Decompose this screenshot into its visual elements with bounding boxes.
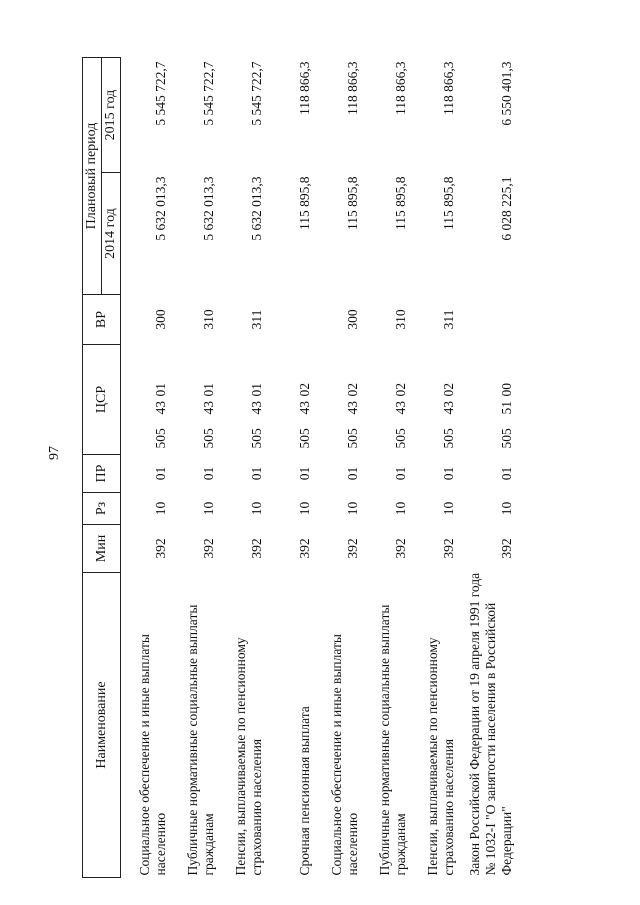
row-name: Социальное обеспечение и иные выплаты населению <box>136 634 168 876</box>
row-pr: 01 <box>248 466 264 481</box>
row-2015-value: 5 545 722,7 <box>152 61 168 126</box>
row-rz: 10 <box>296 501 312 516</box>
header-pr: ПР <box>83 455 121 493</box>
row-csr-a-part: 505 <box>344 428 360 449</box>
row-2015-value: 118 866,3 <box>440 61 456 115</box>
row-name: Пенсии, выплачиваемые по пенсионному страхованию населения <box>232 637 264 876</box>
table-body <box>121 57 515 877</box>
row-2015-value: 118 866,3 <box>392 61 408 115</box>
header-year-2014: 2014 год <box>102 173 121 295</box>
row-csr-b-part: 43 <box>392 401 408 415</box>
header-year-2015: 2015 год <box>102 57 121 172</box>
row-csr-a-part: 505 <box>248 428 264 449</box>
row-csr-c-part: 02 <box>392 383 408 397</box>
row-csr <box>169 345 217 455</box>
row-csr-c-part: 00 <box>498 383 514 397</box>
row-min: 392 <box>248 538 264 559</box>
row-vr: 300 <box>152 309 168 330</box>
row-csr-a-part: 505 <box>392 428 408 449</box>
row-vr: 300 <box>344 309 360 330</box>
row-rz: 10 <box>152 501 168 516</box>
header-csr: ЦСР <box>83 345 121 455</box>
row-csr-c-part: 01 <box>248 383 264 397</box>
header-rz: Рз <box>83 493 121 525</box>
table-row <box>361 57 409 877</box>
row-vr: 310 <box>200 309 216 330</box>
row-csr-b-part: 43 <box>440 401 456 415</box>
row-csr <box>313 345 361 455</box>
row-pr: 01 <box>200 466 216 481</box>
row-pr: 01 <box>498 466 514 481</box>
table-row <box>169 57 217 877</box>
row-2014-value: 5 632 013,3 <box>200 176 216 241</box>
row-name: Публичные нормативные социальные выплаты гражданам <box>376 604 408 876</box>
row-vr: 310 <box>392 309 408 330</box>
row-csr-a-part: 505 <box>440 428 456 449</box>
row-csr-a-part: 505 <box>200 428 216 449</box>
row-2014-value: 6 028 225,1 <box>498 176 514 241</box>
row-pr: 01 <box>344 466 360 481</box>
row-min: 392 <box>498 538 514 559</box>
row-csr <box>361 345 409 455</box>
row-csr-b-part: 43 <box>248 401 264 415</box>
row-2015-value: 118 866,3 <box>296 61 312 115</box>
row-2014-value: 5 632 013,3 <box>152 176 168 241</box>
page-number: 97 <box>47 446 62 460</box>
row-csr <box>121 345 169 455</box>
row-csr <box>217 345 265 455</box>
table-row <box>409 57 457 877</box>
row-csr-c-part: 01 <box>152 383 168 397</box>
table-row <box>121 57 169 877</box>
row-rz: 10 <box>200 501 216 516</box>
row-csr-b-part: 43 <box>296 401 312 415</box>
row-2015-value: 118 866,3 <box>344 61 360 115</box>
budget-table-sheet <box>82 58 582 878</box>
row-2015-value: 5 545 722,7 <box>248 61 264 126</box>
row-name: Закон Российской Федерации от 19 апреля 1991 года № 1032-I "О занятости населения в Российской Федерации" <box>466 572 514 876</box>
row-csr <box>265 345 313 455</box>
header-planned-period: Плановый период <box>83 57 102 294</box>
table-header <box>83 57 121 877</box>
row-vr <box>265 295 313 345</box>
row-2014-value: 115 895,8 <box>392 176 408 230</box>
row-min: 392 <box>344 538 360 559</box>
row-rz: 10 <box>440 501 456 516</box>
row-2015-value: 5 545 722,7 <box>200 61 216 126</box>
row-csr-a-part: 505 <box>152 428 168 449</box>
row-vr: 311 <box>440 309 456 330</box>
header-name: Наименование <box>83 573 121 878</box>
row-min: 392 <box>392 538 408 559</box>
row-vr: 311 <box>248 309 264 330</box>
row-2014-value: 115 895,8 <box>296 176 312 230</box>
table-row <box>217 57 265 877</box>
row-csr-c-part: 02 <box>296 383 312 397</box>
row-2014-value: 115 895,8 <box>344 176 360 230</box>
row-min: 392 <box>296 538 312 559</box>
row-vr <box>457 295 515 345</box>
row-2014-value: 5 632 013,3 <box>248 176 264 241</box>
row-rz: 10 <box>248 501 264 516</box>
row-csr-a-part: 505 <box>498 428 514 449</box>
row-csr-c-part: 01 <box>200 383 216 397</box>
row-csr-b-part: 43 <box>344 401 360 415</box>
row-csr-b-part: 43 <box>200 401 216 415</box>
row-min: 392 <box>200 538 216 559</box>
table-row <box>457 57 515 877</box>
row-csr <box>457 345 515 455</box>
row-name: Пенсии, выплачиваемые по пенсионному страхованию населения <box>424 637 456 876</box>
row-2014-value: 115 895,8 <box>440 176 456 230</box>
row-csr-a-part: 505 <box>296 428 312 449</box>
row-name: Срочная пенсионная выплата <box>296 706 312 876</box>
row-csr-b-part: 43 <box>152 401 168 415</box>
row-csr-b-part: 51 <box>498 401 514 415</box>
header-min: Мин <box>83 525 121 573</box>
table-row <box>313 57 361 877</box>
row-rz: 10 <box>344 501 360 516</box>
row-name: Публичные нормативные социальные выплаты гражданам <box>184 604 216 876</box>
row-rz: 10 <box>498 501 514 516</box>
row-pr: 01 <box>152 466 168 481</box>
row-pr: 01 <box>440 466 456 481</box>
row-rz: 10 <box>392 501 408 516</box>
row-min: 392 <box>152 538 168 559</box>
row-2015-value: 6 550 401,3 <box>498 61 514 126</box>
row-csr <box>409 345 457 455</box>
row-pr: 01 <box>296 466 312 481</box>
row-pr: 01 <box>392 466 408 481</box>
row-min: 392 <box>440 538 456 559</box>
table-row <box>265 57 313 877</box>
row-csr-c-part: 02 <box>344 383 360 397</box>
budget-table <box>82 57 515 878</box>
header-vr: ВР <box>83 295 121 345</box>
row-name: Социальное обеспечение и иные выплаты населению <box>328 634 360 876</box>
row-csr-c-part: 02 <box>440 383 456 397</box>
